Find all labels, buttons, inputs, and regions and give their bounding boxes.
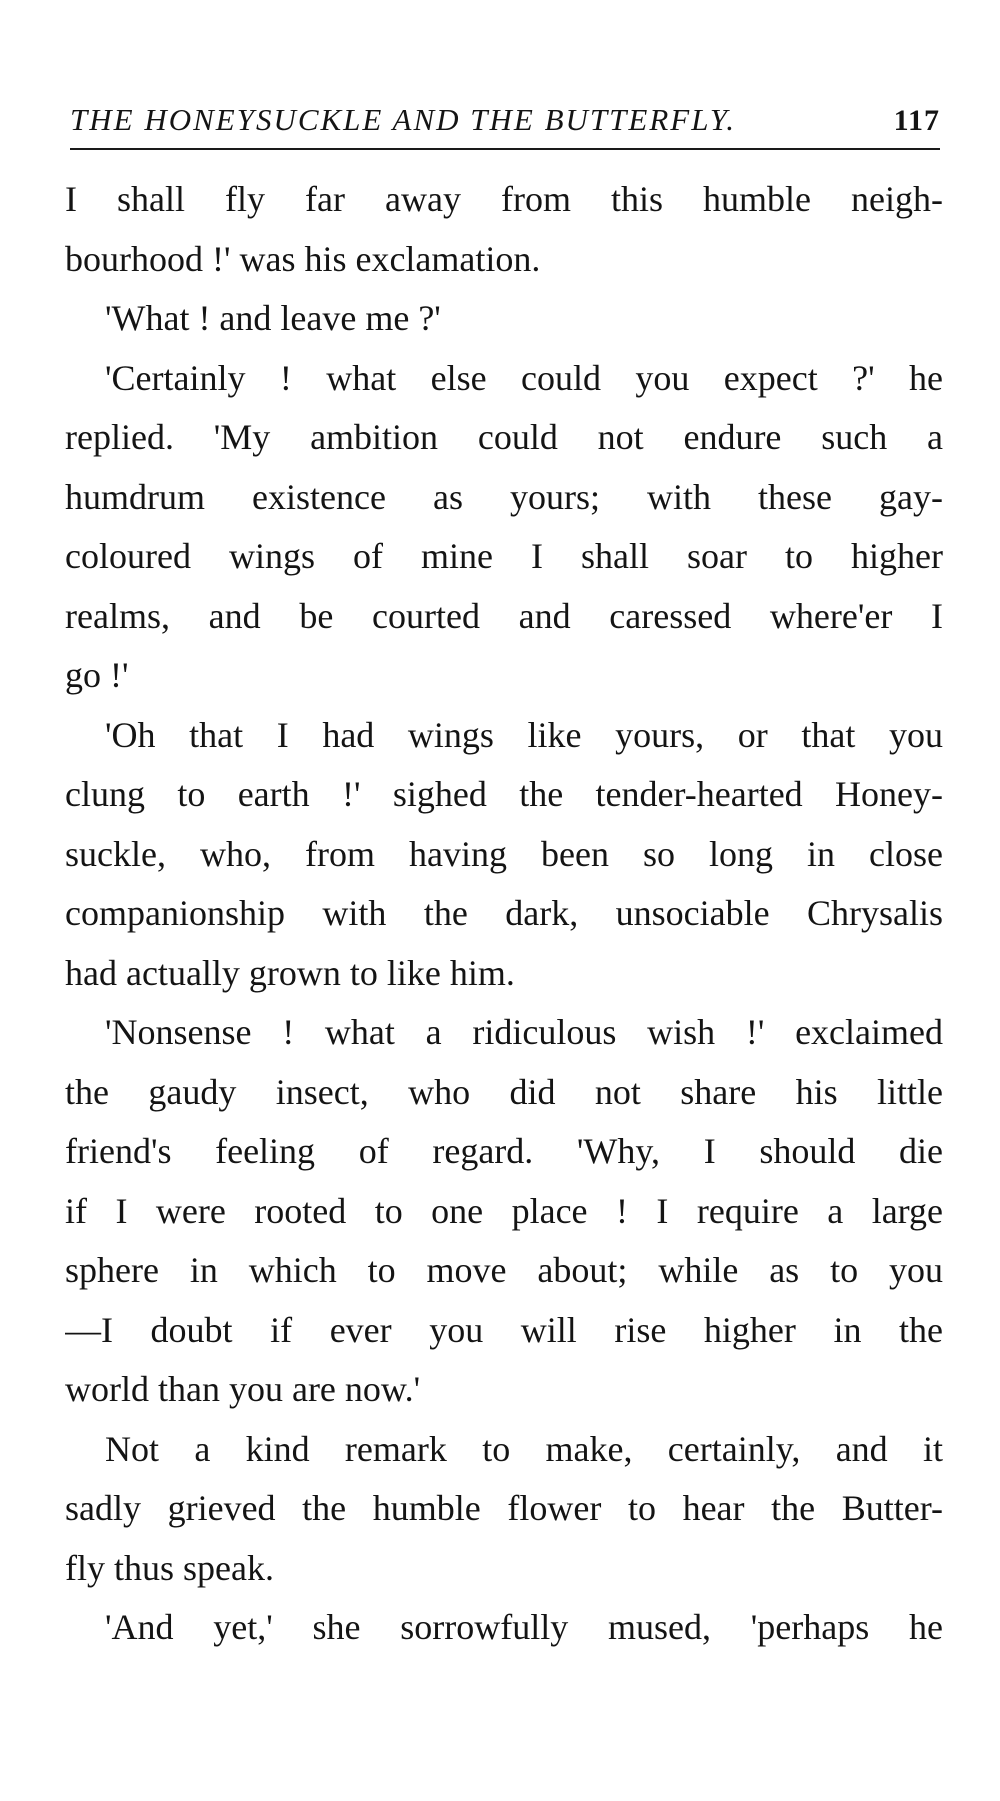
- text-line: replied. 'My ambition could not endure such a: [65, 417, 943, 457]
- text-line: sadly grieved the humble flower to hear the Butter-: [65, 1488, 943, 1528]
- text-line: clung to earth !' sighed the tender-hearted Honey-: [65, 774, 943, 814]
- text-line: realms, and be courted and caressed where'er I: [65, 595, 943, 636]
- text-line: Not a kind remark to make, certainly, and it: [105, 1428, 943, 1469]
- text-line: fly thus speak.: [65, 1547, 274, 1588]
- text-line: sphere in which to move about; while as to you: [65, 1250, 943, 1290]
- text-line: humdrum existence as yours; with these gay-: [65, 476, 943, 517]
- text-line: if I were rooted to one place ! I require a large: [65, 1190, 943, 1231]
- text-line: bourhood !' was his exclamation.: [65, 238, 541, 279]
- text-line: —I doubt if ever you will rise higher in the: [65, 1309, 943, 1350]
- running-title: THE HONEYSUCKLE AND THE BUTTERFLY.: [70, 102, 736, 137]
- text-line: go !': [65, 655, 129, 695]
- running-header: [70, 92, 940, 138]
- text-line: 'What ! and leave me ?': [105, 298, 441, 338]
- text-line: friend's feeling of regard. 'Why, I should die: [65, 1131, 943, 1171]
- text-line: 'And yet,' she sorrowfully mused, 'perhaps he: [105, 1607, 943, 1647]
- text-line: had actually grown to like him.: [65, 952, 515, 993]
- text-line: I shall fly far away from this humble neigh-: [65, 179, 943, 219]
- text-line: 'Certainly ! what else could you expect ?' he: [105, 357, 943, 398]
- text-line: companionship with the dark, unsociable Chrysalis: [65, 893, 943, 933]
- text-line: 'Oh that I had wings like yours, or that you: [105, 714, 943, 755]
- text-line: suckle, who, from having been so long in close: [65, 833, 943, 874]
- page-number: 117: [893, 104, 940, 137]
- text-line: 'Nonsense ! what a ridiculous wish !' exclaimed: [105, 1012, 943, 1052]
- header-rule: [70, 148, 940, 150]
- text-line: coloured wings of mine I shall soar to higher: [65, 536, 943, 576]
- text-line: world than you are now.': [65, 1369, 421, 1409]
- text-line: the gaudy insect, who did not share his little: [65, 1071, 943, 1112]
- body-text: [65, 170, 943, 1658]
